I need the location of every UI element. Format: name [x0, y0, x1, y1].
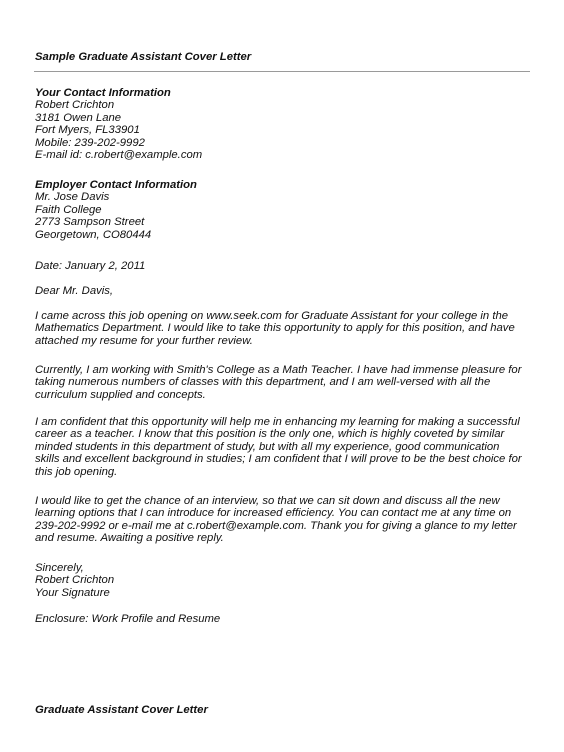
- contact-line: E-mail id: c.robert@example.com: [35, 149, 203, 162]
- document-title: Sample Graduate Assistant Cover Letter: [35, 51, 252, 63]
- letter-date: [35, 260, 530, 272]
- paragraph-line: career as a teacher. I know that this position is the only one, which is highly coveted by similar: [35, 428, 505, 441]
- paragraph-line: learning options that I can introduce for increased efficiency. You can contact me at any time on: [35, 507, 512, 520]
- salutation-text: Dear Mr. Davis,: [35, 285, 114, 297]
- contact-line: 3181 Owen Lane: [35, 111, 122, 124]
- closing-block: [35, 562, 530, 599]
- signer-name: Robert Crichton: [35, 574, 115, 587]
- paragraph-4: [35, 495, 530, 545]
- paragraph-line: I am confident that this opportunity will help me in enhancing my learning for making a successful: [35, 416, 520, 428]
- paragraph-line: Mathematics Department. I would like to take this opportunity to apply for this position, and have: [35, 322, 515, 335]
- paragraph-line: this job opening.: [35, 465, 118, 478]
- paragraph-line: taking numerous numbers of classes with this department, and I am well-versed with all the: [35, 376, 491, 389]
- date-text: Date: January 2, 2011: [35, 260, 146, 272]
- paragraph-line: curriculum supplied and concepts.: [35, 388, 206, 401]
- employer-line: Faith College: [35, 203, 102, 216]
- closing-line: Sincerely,: [35, 562, 84, 574]
- contact-line: Fort Myers, FL33901: [35, 124, 140, 137]
- paragraph-line: attached my resume for your further review.: [35, 334, 253, 347]
- paragraph-line: skills and excellent background in studies; I am confident that I will prove to be the best choice for: [35, 453, 522, 466]
- paragraph-1: [35, 310, 530, 347]
- paragraph-2: [35, 364, 530, 401]
- title-divider: [34, 71, 530, 72]
- employer-contact-heading: Employer Contact Information: [35, 179, 197, 191]
- your-contact-block: [35, 87, 530, 161]
- signature-line: Your Signature: [35, 586, 110, 599]
- your-contact-heading: Your Contact Information: [35, 87, 171, 99]
- footer-title: Graduate Assistant Cover Letter: [35, 704, 208, 716]
- paragraph-line: I came across this job opening on www.seek.com for Graduate Assistant for your college in the: [35, 310, 509, 322]
- employer-line: Georgetown, CO80444: [35, 228, 152, 241]
- paragraph-line: I would like to get the chance of an interview, so that we can sit down and discuss all the new: [35, 495, 500, 507]
- employer-line: Mr. Jose Davis: [35, 191, 110, 204]
- employer-contact-block: [35, 179, 530, 241]
- paragraph-line: and resume. Awaiting a positive reply.: [35, 532, 224, 545]
- enclosure-text: Enclosure: Work Profile and Resume: [35, 613, 221, 625]
- employer-line: 2773 Sampson Street: [35, 216, 145, 229]
- contact-line: Robert Crichton: [35, 99, 115, 112]
- contact-line: Mobile: 239-202-9992: [35, 136, 145, 149]
- paragraph-line: Currently, I am working with Smith's College as a Math Teacher. I have had immense pleasure for: [35, 364, 522, 376]
- salutation: [35, 285, 530, 297]
- paragraph-line: 239-202-9992 or e-mail me at c.robert@example.com. Thank you for giving a glance to my letter: [35, 519, 517, 532]
- paragraph-3: [35, 416, 530, 478]
- paragraph-line: minded students in this department of study, but with all my experience, good communication: [35, 440, 500, 453]
- enclosure: [35, 613, 530, 625]
